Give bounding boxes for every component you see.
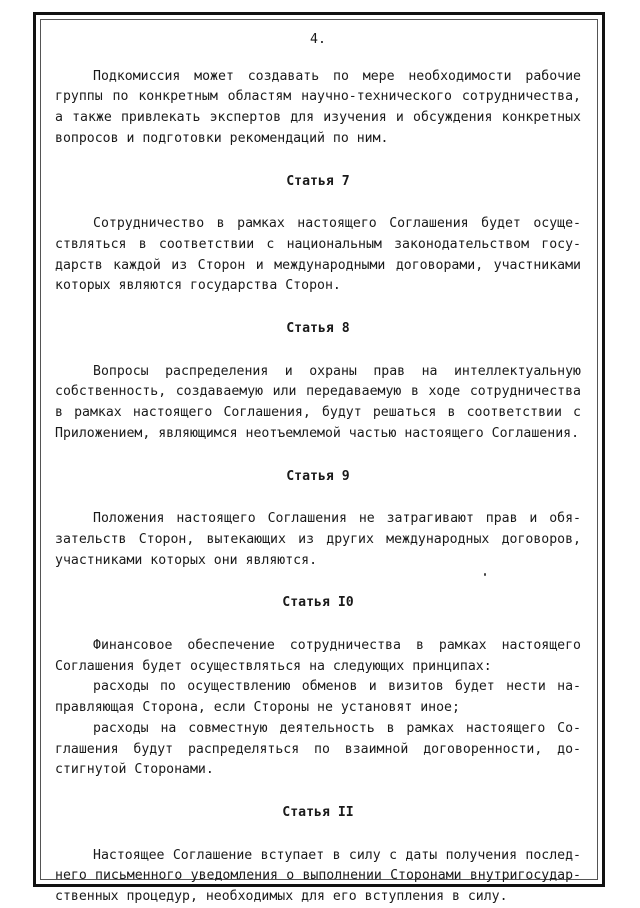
article-heading: Статья II <box>282 804 354 820</box>
text-line: дарств каждой из Сторон и международными договорами, участниками <box>55 257 581 273</box>
text-line: вопросов и подготовки рекомендаций по ним. <box>55 130 389 146</box>
document-body <box>55 30 581 908</box>
text-line: зательств Сторон, вытекающих из других международных договоров, <box>55 531 581 547</box>
text-line: правляющая Сторона, если Стороны не установят иное; <box>55 700 460 716</box>
text-line: участниками которых они являются. <box>55 552 318 568</box>
article-paragraph <box>55 214 581 297</box>
article-heading: Статья 7 <box>286 173 350 189</box>
page-number: 4. <box>310 32 326 47</box>
article-heading: Статья I0 <box>282 595 354 611</box>
text-line: собственность, создаваемую или передаваемую в ходе сотрудничества <box>55 384 581 400</box>
article-paragraph <box>55 362 581 445</box>
intro-paragraph <box>55 67 581 150</box>
article-paragraph <box>55 636 581 781</box>
article-heading: Статья 8 <box>286 321 350 337</box>
text-line: расходы на совместную деятельность в рамках настоящего Со- <box>93 720 581 736</box>
article-heading: Статья 9 <box>286 468 350 484</box>
text-line: глашения будут распределяться по взаимной договоренности, до- <box>55 741 581 757</box>
text-line: Сотрудничество в рамках настоящего Соглашения будет осуще- <box>93 216 581 232</box>
text-line: стигнутой Сторонами. <box>55 762 214 778</box>
text-line: Соглашения будет осуществляться на следующих принципах: <box>55 658 492 674</box>
text-line: него письменного уведомления о выполнении Сторонами внутригосудар- <box>55 868 581 884</box>
text-line: ственных процедур, необходимых для его вступления в силу. <box>55 889 508 905</box>
text-line: группы по конкретным областям научно-технического сотрудничества, <box>55 89 581 105</box>
text-line: Приложением, являющимся неотъемлемой частью настоящего Соглашения. <box>55 425 580 441</box>
text-line: Положения настоящего Соглашения не затрагивают прав и обя- <box>93 511 581 527</box>
text-line: в рамках настоящего Соглашения, будут решаться в соответствии с <box>55 405 581 421</box>
text-line: Финансовое обеспечение сотрудничества в рамках настоящего <box>93 638 581 654</box>
text-line: а также привлекать экспертов для изучения и обсуждения конкретных <box>55 110 581 126</box>
text-line: Вопросы распределения и охраны прав на интеллектуальную <box>93 363 581 379</box>
text-line: ствляться в соответствии с национальным законодательством госу- <box>55 236 581 252</box>
article-paragraph <box>55 846 581 908</box>
article-paragraph <box>55 509 581 571</box>
text-line: расходы по осуществлению обменов и визитов будет нести на- <box>93 679 581 695</box>
text-line: Подкомиссия может создавать по мере необходимости рабочие <box>93 68 581 84</box>
text-line: которых являются государства Сторон. <box>55 278 341 294</box>
text-line: Настоящее Соглашение вступает в силу с даты получения послед- <box>93 847 581 863</box>
